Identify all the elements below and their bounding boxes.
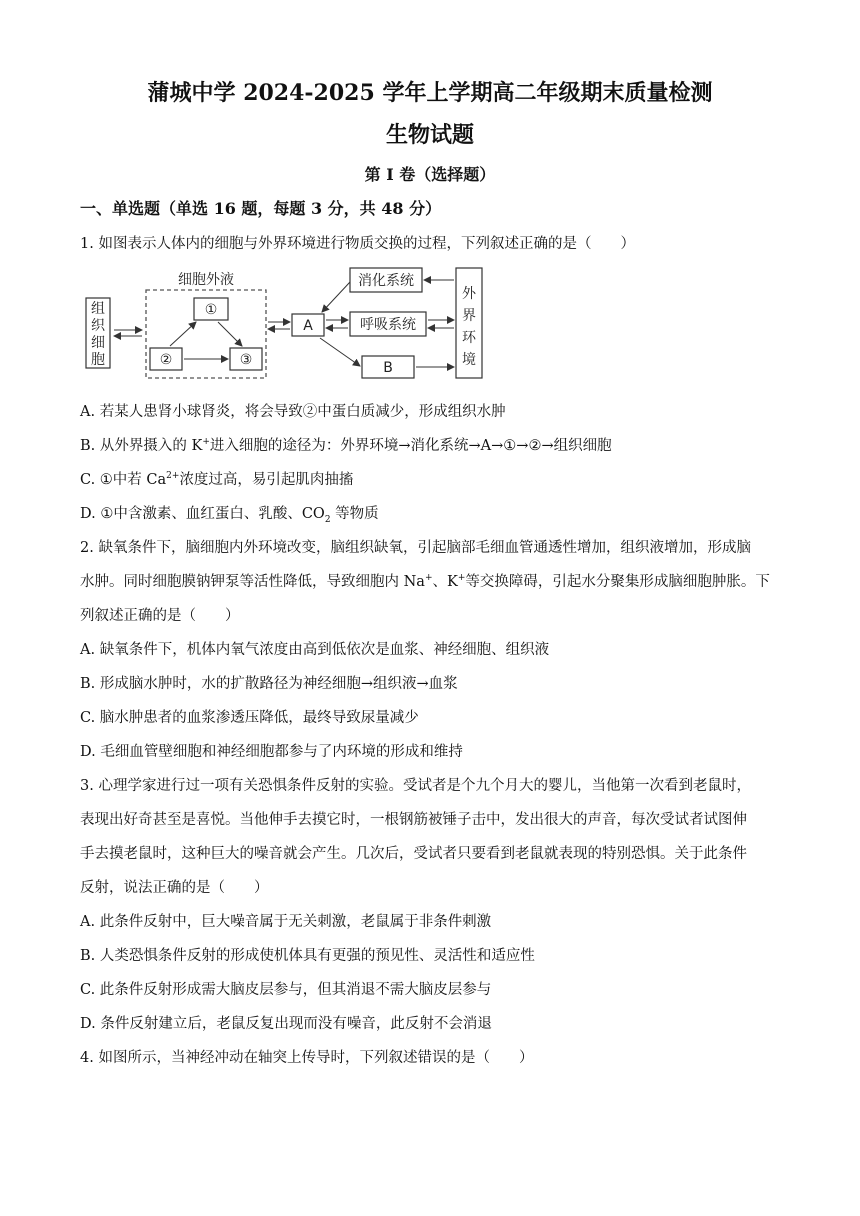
arrow-a-to-b [320,338,360,366]
q1-option-a: A. 若某人患肾小球肾炎，将会导致②中蛋白质减少，形成组织水肿 [80,404,506,420]
q1-stem: 1. 如图表示人体内的细胞与外界环境进行物质交换的过程，下列叙述正确的是（ ） [80,236,635,252]
node-1-label: ① [204,302,218,318]
subject-title: 生物试题 [385,122,474,148]
exam-title: 蒲城中学 2024-2025 学年上学期高二年级期末质量检测 [147,80,713,106]
q2-option-b: B. 形成脑水肿时，水的扩散路径为神经细胞→组织液→血浆 [80,676,458,692]
q3-stem-line4: 反射，说法正确的是（ ） [80,880,269,896]
q3-option-b: B. 人类恐惧条件反射的形成使机体具有更强的预见性、灵活性和适应性 [80,948,535,964]
q2-option-d: D. 毛细血管壁细胞和神经细胞都参与了内环境的形成和维持 [80,744,463,760]
node-b-label: B [383,360,393,376]
q3-stem-line3: 手去摸老鼠时，这种巨大的噪音就会产生。几次后，受试者只要看到老鼠就表现的特别恐惧。关于此条件 [80,846,747,862]
extracellular-label: 细胞外液 [178,272,234,288]
q1-option-c: C. ①中若 $Ca^{2+}$浓度过高，易引起肌肉抽搐 [80,471,354,488]
q3-option-a: A. 此条件反射中，巨大噪音属于无关刺激，老鼠属于非条件刺激 [80,914,492,930]
outside-label-0: 外 [462,286,476,302]
respiratory-system-label: 呼吸系统 [360,317,416,333]
q2-option-c: C. 脑水肿患者的血浆渗透压降低，最终导致尿量减少 [80,710,419,726]
q3-stem-line1: 3. 心理学家进行过一项有关恐惧条件反射的实验。受试者是个九个月大的婴儿，当他第一次看到老鼠时， [80,778,751,794]
q2-stem-line3: 列叙述正确的是（ ） [80,608,240,624]
node-2-label: ② [159,352,173,368]
q3-option-c: C. 此条件反射形成需大脑皮层参与，但其消退不需大脑皮层参与 [80,982,492,998]
arrow-digestive-to-a [322,282,350,312]
q4-stem: 4. 如图所示，当神经冲动在轴突上传导时，下列叙述错误的是（ ） [80,1050,534,1066]
node-3-label: ③ [239,352,253,368]
q1-option-b: B. 从外界摄入的 K+进入细胞的途径为：外界环境→消化系统→A→①→②→组织细胞 [80,437,612,454]
q2-stem-line1: 2. 缺氧条件下，脑细胞内外环境改变，脑组织缺氧，引起脑部毛细血管通透性增加，组织液增加，形成脑 [80,540,751,556]
outside-label-3: 境 [462,352,476,368]
node-a-label: A [303,318,313,334]
arrow-1-to-3 [218,322,242,346]
cells-label-0: 组 [91,301,105,317]
outside-label-2: 环 [462,330,476,346]
volume-title: 第 I 卷（选择题） [364,165,496,184]
exchange-diagram [84,262,484,384]
digestive-system-label: 消化系统 [358,273,414,289]
arrow-2-to-1 [170,322,196,346]
q2-option-a: A. 缺氧条件下，机体内氧气浓度由高到低依次是血浆、神经细胞、组织液 [80,642,550,658]
q3-option-d: D. 条件反射建立后，老鼠反复出现而没有噪音，此反射不会消退 [80,1016,492,1032]
outside-label-1: 界 [462,308,476,324]
q2-stem-line2: 水肿。同时细胞膜钠钾泵等活性降低，导致细胞内 Na+、K+等交换障碍，引起水分聚集形成脑细胞肿胀。下 [80,573,770,590]
cells-label-1: 织 [91,318,105,334]
q1-option-d: D. ①中含激素、血红蛋白、乳酸、$CO_2$ 等物质 [80,506,379,525]
cells-label-2: 细 [91,335,105,351]
cells-label-3: 胞 [91,352,105,368]
q3-stem-line2: 表现出好奇甚至是喜悦。当他伸手去摸它时，一根钢筋被锤子击中，发出很大的声音，每次受试者试图伸 [80,812,747,828]
section-heading: 一、单选题（单选 16 题，每题 3 分，共 48 分） [80,199,442,218]
